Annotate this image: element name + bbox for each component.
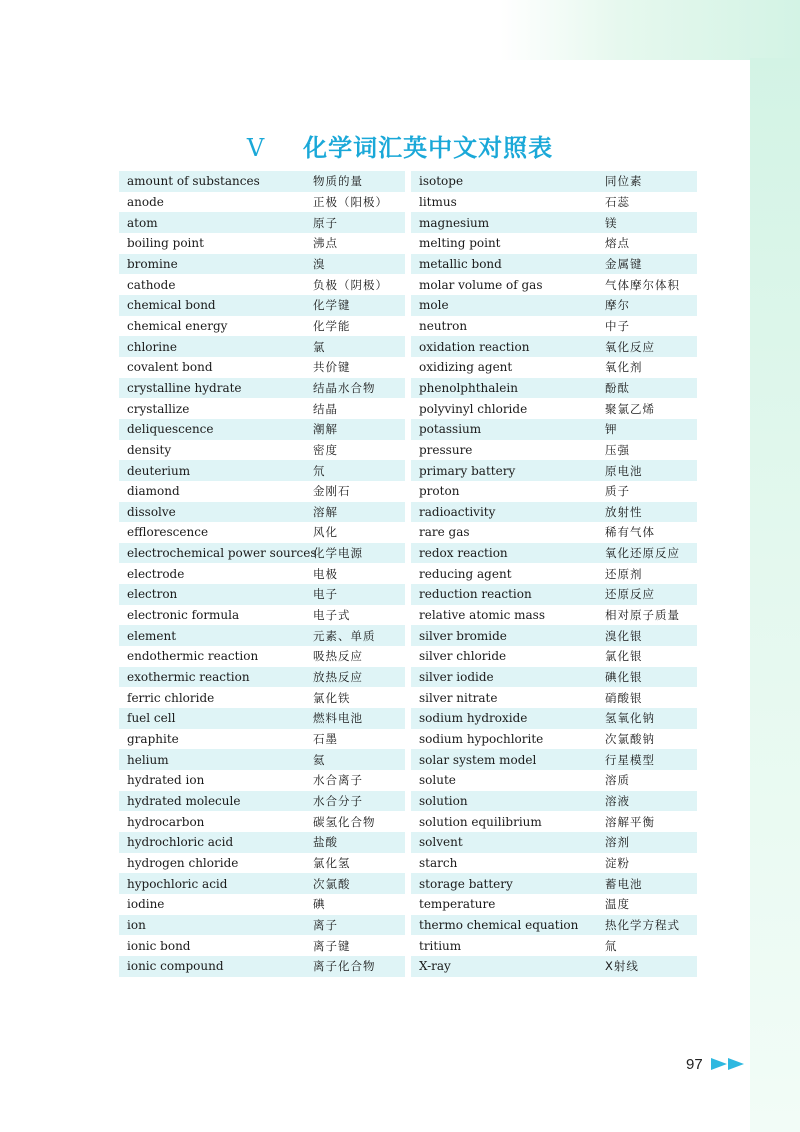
chinese-term: 次氯酸钠 [605, 732, 655, 747]
chinese-term: 聚氯乙烯 [605, 401, 655, 416]
glossary-right-column [411, 171, 697, 977]
glossary-row [119, 295, 405, 316]
english-term: radioactivity [419, 504, 496, 519]
chinese-term: 蓄电池 [605, 876, 643, 891]
glossary-row [119, 440, 405, 461]
english-term: ionic bond [127, 938, 191, 953]
english-term: reducing agent [419, 566, 512, 581]
glossary-row [411, 873, 697, 894]
glossary-row [119, 832, 405, 853]
glossary-row [411, 563, 697, 584]
glossary-row [411, 316, 697, 337]
english-term: relative atomic mass [419, 608, 545, 623]
chinese-term: 原子 [313, 215, 338, 230]
chinese-term: 溶液 [605, 794, 630, 809]
chinese-term: 金刚石 [313, 484, 351, 499]
chinese-term: 氦 [313, 752, 326, 767]
english-term: silver chloride [419, 649, 507, 664]
appendix-title: 化学词汇英中文对照表 [303, 134, 554, 162]
glossary-row [119, 894, 405, 915]
chinese-term: 放热反应 [313, 670, 363, 685]
chinese-term: 相对原子质量 [605, 608, 680, 623]
english-term: potassium [419, 422, 482, 437]
glossary-row [119, 336, 405, 357]
chinese-term: 质子 [605, 484, 630, 499]
corner-decoration-band [500, 0, 800, 60]
chinese-term: 离子 [313, 917, 338, 932]
english-term: pressure [419, 442, 473, 457]
english-term: oxidation reaction [419, 339, 530, 354]
english-term: temperature [419, 897, 496, 912]
glossary-row [119, 502, 405, 523]
glossary-row [411, 811, 697, 832]
chinese-term: 电极 [313, 566, 338, 581]
english-term: polyvinyl chloride [419, 401, 528, 416]
chinese-term: 氘 [313, 463, 326, 478]
english-term: electronic formula [127, 608, 240, 623]
glossary-row [411, 667, 697, 688]
glossary-row [119, 811, 405, 832]
english-term: boiling point [127, 236, 204, 251]
english-term: amount of substances [127, 174, 260, 189]
english-term: electron [127, 587, 178, 602]
english-term: neutron [419, 318, 468, 333]
glossary-row [411, 522, 697, 543]
glossary-row [411, 460, 697, 481]
english-term: metallic bond [419, 256, 502, 271]
english-term: primary battery [419, 463, 516, 478]
chinese-term: 离子键 [313, 938, 351, 953]
chinese-term: 负极（阴极） [313, 277, 388, 292]
english-term: tritium [419, 938, 462, 953]
glossary-row [411, 749, 697, 770]
chinese-term: 摩尔 [605, 298, 630, 313]
english-term: efflorescence [127, 525, 209, 540]
glossary-row [411, 481, 697, 502]
glossary-row [119, 749, 405, 770]
english-term: helium [127, 752, 169, 767]
glossary-row [411, 605, 697, 626]
english-term: iodine [127, 897, 165, 912]
chinese-term: 碘 [313, 897, 326, 912]
chinese-term: 还原剂 [605, 566, 643, 581]
english-term: rare gas [419, 525, 470, 540]
glossary-row [119, 729, 405, 750]
glossary-row [119, 316, 405, 337]
glossary-row [411, 171, 697, 192]
english-term: endothermic reaction [127, 649, 259, 664]
glossary-row [411, 708, 697, 729]
page-number: 97 [686, 1056, 703, 1073]
chinese-term: 水合离子 [313, 773, 363, 788]
english-term: sodium hypochlorite [419, 732, 544, 747]
english-term: crystallize [127, 401, 190, 416]
glossary-row [119, 398, 405, 419]
english-term: deliquescence [127, 422, 214, 437]
chinese-term: 氧化还原反应 [605, 546, 680, 561]
chinese-term: 结晶水合物 [313, 380, 376, 395]
glossary-row [119, 543, 405, 564]
english-term: diamond [127, 484, 180, 499]
english-term: crystalline hydrate [127, 380, 242, 395]
glossary-row [411, 853, 697, 874]
english-term: solution equilibrium [419, 814, 542, 829]
english-term: hydrated molecule [127, 794, 241, 809]
glossary-row [411, 956, 697, 977]
english-term: exothermic reaction [127, 670, 250, 685]
chinese-term: 中子 [605, 318, 630, 333]
chinese-term: 溶解平衡 [605, 814, 655, 829]
glossary-row [411, 212, 697, 233]
chinese-term: 氧化反应 [605, 339, 655, 354]
english-term: solute [419, 773, 456, 788]
glossary-row [411, 254, 697, 275]
glossary-row [119, 419, 405, 440]
english-term: X-ray [419, 959, 451, 974]
glossary-row [411, 192, 697, 213]
english-term: silver nitrate [419, 690, 498, 705]
chinese-term: 氯化银 [605, 649, 643, 664]
english-term: electrode [127, 566, 185, 581]
chinese-term: 压强 [605, 442, 630, 457]
glossary-row [411, 584, 697, 605]
glossary-row [119, 460, 405, 481]
chinese-term: 镁 [605, 215, 618, 230]
chinese-term: 化学键 [313, 298, 351, 313]
chinese-term: 气体摩尔体积 [605, 277, 680, 292]
chinese-term: 钾 [605, 422, 618, 437]
glossary-left-column [119, 171, 405, 977]
page-title [0, 128, 800, 168]
chinese-term: 熔点 [605, 236, 630, 251]
glossary-row [411, 729, 697, 750]
chinese-term: 吸热反应 [313, 649, 363, 664]
glossary-row [411, 274, 697, 295]
english-term: deuterium [127, 463, 191, 478]
glossary-row [119, 192, 405, 213]
chinese-term: 酚酞 [605, 380, 630, 395]
english-term: litmus [419, 194, 457, 209]
english-term: fuel cell [127, 711, 176, 726]
glossary-row [411, 646, 697, 667]
glossary-row [119, 791, 405, 812]
chinese-term: 电子式 [313, 608, 351, 623]
english-term: ionic compound [127, 959, 224, 974]
chinese-term: 稀有气体 [605, 525, 655, 540]
english-term: bromine [127, 256, 178, 271]
english-term: solar system model [419, 752, 537, 767]
chinese-term: 还原反应 [605, 587, 655, 602]
english-term: phenolphthalein [419, 380, 518, 395]
english-term: graphite [127, 732, 179, 747]
chinese-term: 燃料电池 [313, 711, 363, 726]
chinese-term: 共价键 [313, 360, 351, 375]
english-term: hydrogen chloride [127, 855, 239, 870]
english-term: solvent [419, 835, 463, 850]
chinese-term: 热化学方程式 [605, 917, 680, 932]
chinese-term: 温度 [605, 897, 630, 912]
english-term: cathode [127, 277, 176, 292]
glossary-row [119, 171, 405, 192]
chinese-term: 氚 [605, 938, 618, 953]
glossary-row [119, 708, 405, 729]
glossary-row [411, 894, 697, 915]
glossary-row [411, 770, 697, 791]
chinese-term: 密度 [313, 442, 338, 457]
chinese-term: 风化 [313, 525, 338, 540]
chinese-term: 氯化铁 [313, 690, 351, 705]
english-term: redox reaction [419, 546, 508, 561]
glossary-row [119, 254, 405, 275]
glossary-row [119, 357, 405, 378]
english-term: silver iodide [419, 670, 494, 685]
english-term: thermo chemical equation [419, 917, 579, 932]
english-term: hydrated ion [127, 773, 205, 788]
chinese-term: 物质的量 [313, 174, 363, 189]
chinese-term: 溴化银 [605, 628, 643, 643]
english-term: element [127, 628, 177, 643]
double-play-arrow-icon [711, 1057, 747, 1071]
glossary-row [411, 357, 697, 378]
english-term: reduction reaction [419, 587, 532, 602]
chinese-term: 氧化剂 [605, 360, 643, 375]
english-term: hypochloric acid [127, 876, 228, 891]
chinese-term: 石墨 [313, 732, 338, 747]
english-term: storage battery [419, 876, 513, 891]
chinese-term: 石蕊 [605, 194, 630, 209]
glossary-row [119, 274, 405, 295]
english-term: ion [127, 917, 146, 932]
glossary-row [119, 646, 405, 667]
english-term: solution [419, 794, 468, 809]
glossary-row [119, 605, 405, 626]
glossary-row [411, 687, 697, 708]
glossary-row [411, 502, 697, 523]
chinese-term: 电子 [313, 587, 338, 602]
english-term: isotope [419, 174, 464, 189]
glossary-row [411, 336, 697, 357]
glossary-row [119, 522, 405, 543]
glossary-row [411, 543, 697, 564]
english-term: hydrochloric acid [127, 835, 234, 850]
chinese-term: 水合分子 [313, 794, 363, 809]
chinese-term: 潮解 [313, 422, 338, 437]
english-term: oxidizing agent [419, 360, 513, 375]
glossary-row [119, 873, 405, 894]
chinese-term: 金属键 [605, 256, 643, 271]
chinese-term: 次氯酸 [313, 876, 351, 891]
glossary-row [411, 832, 697, 853]
chinese-term: 行星模型 [605, 752, 655, 767]
english-term: dissolve [127, 504, 176, 519]
side-decoration-band [750, 58, 800, 1132]
english-term: proton [419, 484, 460, 499]
chinese-term: 沸点 [313, 236, 338, 251]
glossary-row [411, 378, 697, 399]
english-term: chemical bond [127, 298, 216, 313]
chinese-term: 氯化氢 [313, 855, 351, 870]
glossary-row [119, 584, 405, 605]
english-term: chlorine [127, 339, 177, 354]
chinese-term: 氢氧化钠 [605, 711, 655, 726]
english-term: hydrocarbon [127, 814, 205, 829]
glossary-row [119, 212, 405, 233]
glossary-row [119, 853, 405, 874]
glossary-row [119, 625, 405, 646]
glossary-row [411, 295, 697, 316]
english-term: magnesium [419, 215, 490, 230]
english-term: electrochemical power sources [127, 546, 317, 561]
english-term: molar volume of gas [419, 277, 543, 292]
glossary-row [411, 935, 697, 956]
english-term: covalent bond [127, 360, 213, 375]
chinese-term: 化学能 [313, 318, 351, 333]
glossary-row [119, 481, 405, 502]
appendix-number: V [246, 134, 266, 162]
english-term: starch [419, 855, 458, 870]
glossary-row [411, 419, 697, 440]
chinese-term: 离子化合物 [313, 959, 376, 974]
chinese-term: 放射性 [605, 504, 643, 519]
chinese-term: 化学电源 [313, 546, 363, 561]
chinese-term: 溶质 [605, 773, 630, 788]
glossary-row [119, 563, 405, 584]
chinese-term: 正极（阳极） [313, 194, 388, 209]
glossary-row [411, 791, 697, 812]
english-term: melting point [419, 236, 501, 251]
chinese-term: 溴 [313, 256, 326, 271]
glossary-row [119, 770, 405, 791]
english-term: density [127, 442, 172, 457]
glossary-row [119, 935, 405, 956]
glossary-row [119, 233, 405, 254]
glossary-row [119, 378, 405, 399]
chinese-term: 硝酸银 [605, 690, 643, 705]
english-term: chemical energy [127, 318, 228, 333]
glossary-row [411, 398, 697, 419]
glossary-row [119, 915, 405, 936]
chinese-term: 淀粉 [605, 855, 630, 870]
english-term: silver bromide [419, 628, 507, 643]
glossary-row [119, 687, 405, 708]
chinese-term: 碘化银 [605, 670, 643, 685]
chinese-term: X射线 [605, 959, 639, 974]
chinese-term: 结晶 [313, 401, 338, 416]
glossary-row [411, 233, 697, 254]
english-term: atom [127, 215, 158, 230]
english-term: ferric chloride [127, 690, 215, 705]
english-term: mole [419, 298, 449, 313]
chinese-term: 同位素 [605, 174, 643, 189]
chinese-term: 元素、单质 [313, 628, 376, 643]
glossary-row [119, 956, 405, 977]
chinese-term: 溶解 [313, 504, 338, 519]
glossary-row [411, 440, 697, 461]
chinese-term: 原电池 [605, 463, 643, 478]
chinese-term: 溶剂 [605, 835, 630, 850]
english-term: sodium hydroxide [419, 711, 528, 726]
glossary-row [411, 625, 697, 646]
chinese-term: 碳氢化合物 [313, 814, 376, 829]
chinese-term: 盐酸 [313, 835, 338, 850]
glossary-row [411, 915, 697, 936]
chinese-term: 氯 [313, 339, 326, 354]
glossary-row [119, 667, 405, 688]
english-term: anode [127, 194, 164, 209]
